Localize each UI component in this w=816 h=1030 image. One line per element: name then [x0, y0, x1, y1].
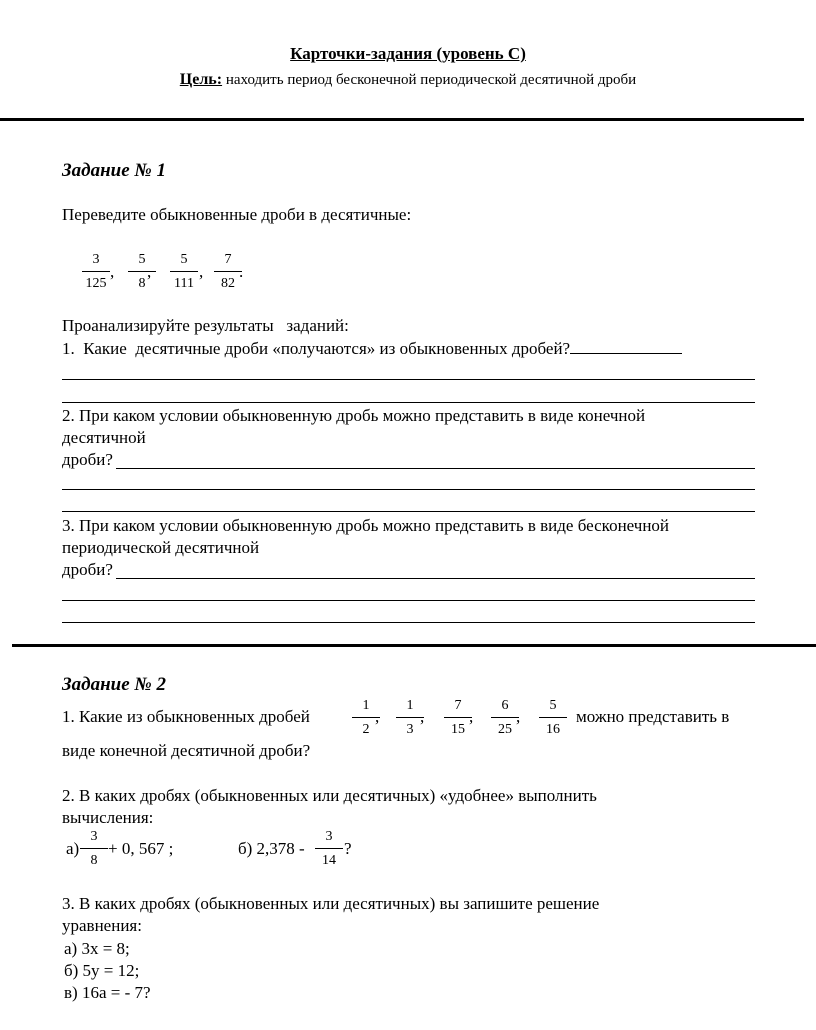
- fraction-1-3: 1 3: [392, 698, 428, 738]
- task1-question-2-line3: дроби?: [62, 450, 113, 469]
- fraction-7-82: 7 82: [210, 252, 246, 292]
- task2-expression-b: ?: [344, 839, 352, 858]
- equation-c: в) 16а = - 7?: [64, 983, 151, 1002]
- fraction-separator: ,: [420, 707, 425, 726]
- task1-question-2-line1: 2. При каком условии обыкновенную дробь можно представить в виде конечной: [62, 406, 646, 425]
- task1-question-1: [62, 339, 682, 359]
- task2-question-1-suffix: можно представить в: [576, 707, 730, 726]
- answer-line[interactable]: [116, 468, 755, 469]
- goal-text: находить период бесконечной периодической десятичной дроби: [225, 72, 637, 88]
- answer-line[interactable]: [62, 489, 755, 490]
- fraction-6-25: 6 25: [487, 698, 523, 738]
- task2-question-1-line2: виде конечной десятичной дроби?: [62, 741, 311, 760]
- fraction-3-125: 3 125: [78, 252, 114, 292]
- fraction-separator: ,: [110, 262, 115, 281]
- goal-line: [0, 71, 816, 89]
- page-title: Карточки-задания (уровень С): [290, 44, 526, 63]
- task1-heading: Задание № 1: [62, 160, 167, 181]
- task1-question-3-line3: дроби?: [62, 560, 113, 579]
- fraction-separator: ,: [199, 262, 204, 281]
- answer-line[interactable]: [62, 511, 755, 512]
- task2-heading: Задание № 2: [62, 674, 167, 695]
- task2-question-3-line1: 3. В каких дробях (обыкновенных или десятичных) вы запишите решение: [62, 894, 600, 913]
- task2-expression-a: + 0, 567 ;: [108, 839, 174, 858]
- task1-question-3-line2: периодической десятичной: [62, 538, 260, 557]
- fraction-separator: ,: [516, 707, 521, 726]
- equation-b: б) 5у = 12;: [64, 961, 140, 980]
- fraction-separator: ,: [147, 262, 152, 281]
- fraction-separator: ,: [469, 707, 474, 726]
- answer-line[interactable]: [116, 578, 755, 579]
- fraction-5-8: 5 8: [124, 252, 160, 292]
- fraction-3-8: 3 8: [76, 829, 112, 869]
- fraction-5-111: 5 111: [166, 252, 202, 292]
- analyze-text: Проанализируйте результаты заданий:: [62, 316, 349, 335]
- task1-question-3-line1: 3. При каком условии обыкновенную дробь можно представить в виде бесконечной: [62, 516, 670, 535]
- answer-line[interactable]: [62, 379, 755, 380]
- fraction-separator: .: [239, 262, 244, 281]
- task2-question-2-line1: 2. В каких дробях (обыкновенных или десятичных) «удобнее» выполнить: [62, 786, 597, 805]
- task1-instruction: Переведите обыкновенные дроби в десятичные:: [62, 205, 412, 224]
- header-divider: [0, 118, 804, 121]
- fraction-7-15: 7 15: [440, 698, 476, 738]
- task2-question-2-line2: вычисления:: [62, 808, 154, 827]
- answer-blank[interactable]: [570, 353, 682, 354]
- task2-expression-a-label: а): [66, 839, 80, 858]
- task2-question-3-line2: уравнения:: [62, 916, 142, 935]
- answer-line[interactable]: [62, 600, 755, 601]
- fraction-3-14: 3 14: [311, 829, 347, 869]
- fraction-separator: ,: [375, 707, 380, 726]
- task1-question-2-line2: десятичной: [62, 428, 146, 447]
- fraction-5-16: 5 16: [535, 698, 571, 738]
- task2-expression-b-label: б) 2,378 -: [238, 839, 305, 858]
- answer-line[interactable]: [62, 622, 755, 623]
- task2-question-1-prefix: 1. Какие из обыкновенных дробей: [62, 707, 310, 726]
- section-divider: [12, 644, 816, 647]
- fraction-1-2: 1 2: [348, 698, 384, 738]
- goal-label: Цель:: [179, 71, 223, 88]
- answer-line[interactable]: [62, 402, 755, 403]
- equation-a: а) 3х = 8;: [64, 939, 130, 958]
- question-text: 1. Какие десятичные дроби «получаются» из обыкновенных дробей?: [62, 339, 571, 358]
